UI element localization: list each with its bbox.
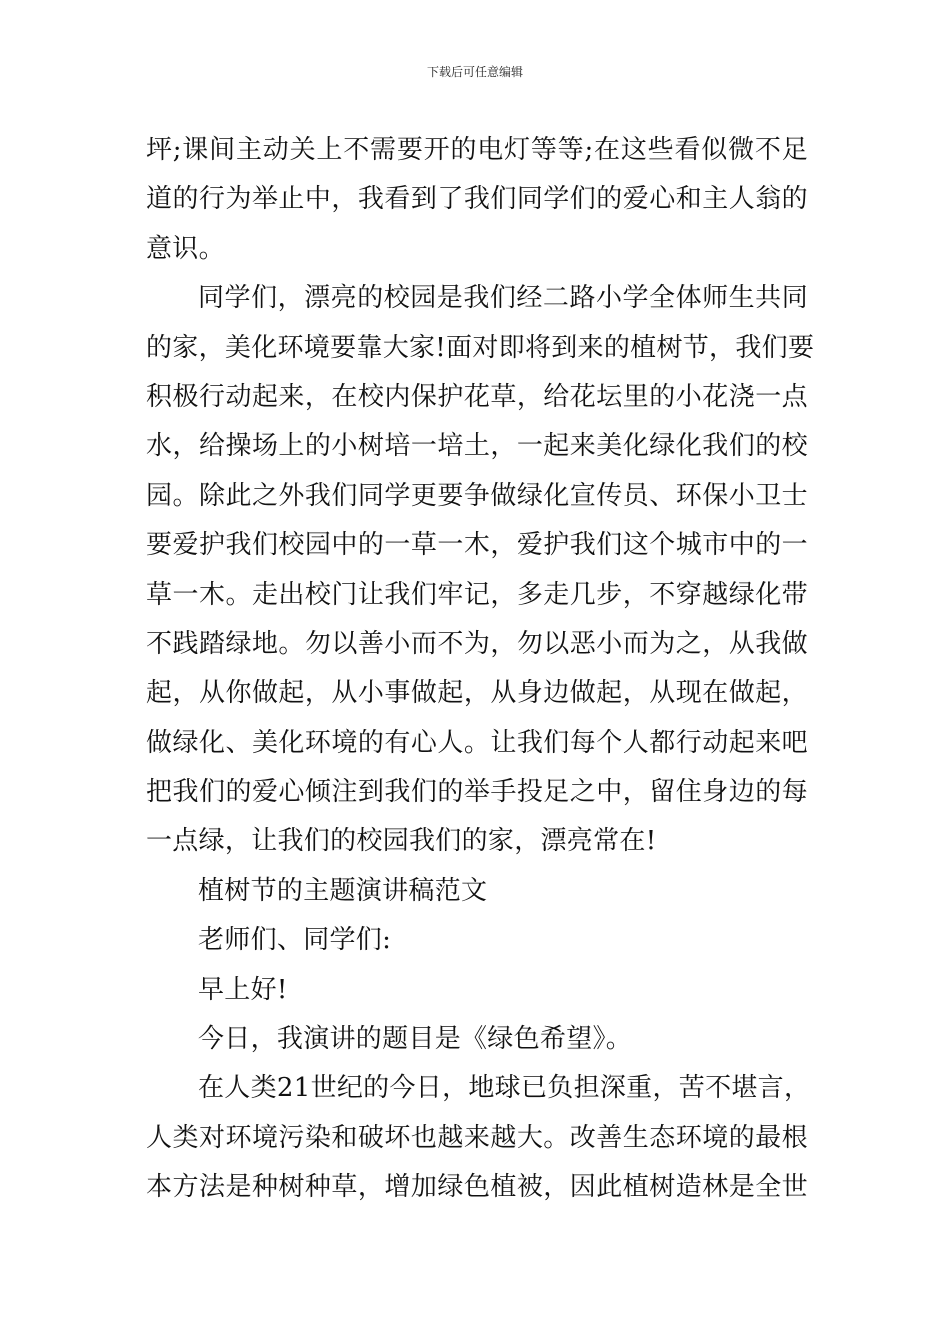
text-line: 人类对环境污染和破坏也越来越大。改善生态环境的最根 — [146, 1122, 808, 1153]
text-line: 水，给操场上的小树培一培土，一起来美化绿化我们的校 — [146, 431, 808, 462]
text-line: 老师们、同学们: — [198, 925, 392, 956]
text-line: 早上好! — [198, 974, 288, 1005]
text-line: 积极行动起来，在校内保护花草，给花坛里的小花浇一点 — [146, 381, 808, 412]
text-line: 本方法是种树种草，增加绿色植被，因此植树造林是全世 — [146, 1172, 808, 1203]
text-line: 把我们的爱心倾注到我们的举手投足之中，留住身边的每 — [146, 777, 808, 808]
text-line: 意识。 — [146, 233, 225, 264]
text-line: 道的行为举止中，我看到了我们同学们的爱心和主人翁的 — [146, 184, 808, 215]
text-line: 做绿化、美化环境的有心人。让我们每个人都行动起来吧 — [146, 727, 808, 758]
text-line: 草一木。走出校门让我们牢记，多走几步，不穿越绿化带 — [146, 579, 808, 610]
document-body — [146, 126, 815, 1213]
text-line: 不践踏绿地。勿以善小而不为，勿以恶小而为之，从我做 — [146, 628, 808, 659]
text-line: 在人类21世纪的今日，地球已负担深重，苦不堪言， — [198, 1073, 811, 1104]
text-line: 今日，我演讲的题目是《绿色希望》。 — [198, 1024, 633, 1055]
text-line: 同学们，漂亮的校园是我们经二路小学全体师生共同 — [198, 283, 808, 314]
text-line: 植树节的主题演讲稿范文 — [198, 875, 488, 906]
text-line: 的家，美化环境要靠大家!面对即将到来的植树节，我们要 — [146, 332, 815, 363]
text-line: 起，从你做起，从小事做起，从身边做起，从现在做起， — [146, 678, 808, 709]
text-line: 园。除此之外我们同学更要争做绿化宣传员、环保小卫士 — [146, 480, 808, 511]
text-line: 要爱护我们校园中的一草一木，爱护我们这个城市中的一 — [146, 530, 808, 561]
text-line: 一点绿，让我们的校园我们的家，漂亮常在! — [146, 826, 657, 857]
text-line: 坪;课间主动关上不需要开的电灯等等;在这些看似微不足 — [146, 135, 808, 165]
page-header: 下载后可任意编辑 — [426, 65, 523, 79]
